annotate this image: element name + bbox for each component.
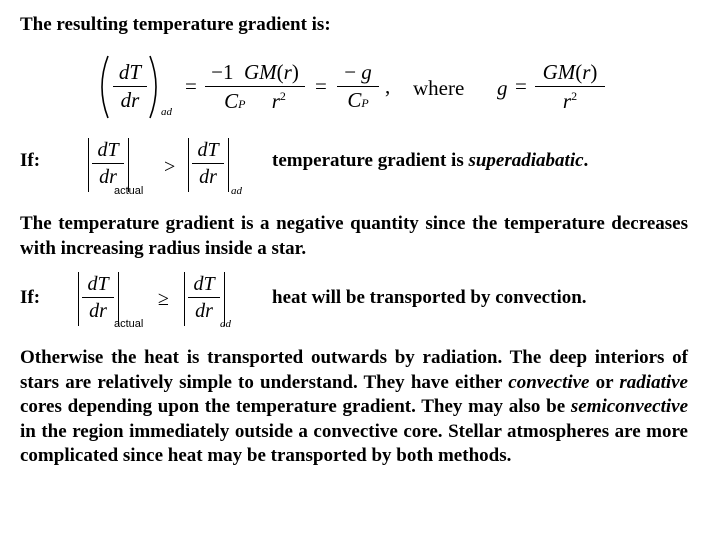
intro-text: The resulting temperature gradient is: [20,14,331,35]
cond2-fraction-actual: dT dr [82,274,114,321]
equals-sign-3: = [515,74,527,98]
g-variable: g [497,76,508,100]
fraction-4-numerator: GM(r) [542,60,598,84]
lhs-subscript: ad [161,106,172,118]
cond2-text: heat will be transported by convection. [272,287,587,308]
paragraph-stellar-interiors: Otherwise the heat is transported outwards by radiation. The deep interiors of stars are relatively simple to understand. They have either convective or radiative cores depending upon the temperature gradient. They may also be semiconvective in the region immediately outside a convective core. Stellar atmospheres are more complicated since heat may be transported by both methods. [20,347,688,466]
cond1-inequality [84,134,254,196]
equals-sign-1: = [185,74,197,98]
cond1-subscript-actual: actual [114,185,144,197]
fraction-2 [205,62,305,112]
left-paren [95,54,111,120]
where-text: where [413,76,465,100]
paragraph-negative-gradient: The temperature gradient is a negative quantity since the temperature decreases with increasing radius inside a star. [20,213,688,259]
fraction-2-numerator: −1 GM(r) [211,60,299,84]
cond2-operator: ≥ [158,288,169,310]
fraction-3-numerator: − g [344,60,372,84]
cond1-fraction-actual: dT dr [92,140,124,187]
cond2-inequality [74,268,244,330]
cond2-label: If: [20,287,41,308]
lhs-fraction [113,62,147,111]
superadiabatic-term: superadiabatic [468,150,584,171]
fraction-4 [535,62,605,112]
cond1-label: If: [20,150,41,171]
lhs-denominator: dr [120,88,140,112]
fraction-3-denominator: CP [347,88,369,112]
radiative-term: radiative [619,371,688,393]
temperature-gradient-equation [95,52,615,124]
cond2-subscript-ad: ad [220,318,231,330]
fraction-2-denominator: CP $r^2$ [224,89,286,113]
semiconvective-term: semiconvective [570,396,688,417]
cond1-subscript-ad: ad [231,185,242,197]
comma: , [385,74,391,98]
convective-term: convective [508,371,590,393]
lhs-numerator: dT [118,60,142,84]
equals-sign-2: = [315,74,327,98]
cond1-fraction-ad: dT dr [192,140,224,187]
cond2-fraction-ad: dT dr [188,274,220,321]
fraction-4-denominator: $r^2$ [562,89,578,113]
fraction-3 [337,62,379,111]
cond1-text: temperature gradient is superadiabatic. [272,150,589,171]
cond1-operator: > [164,156,176,178]
cond2-subscript-actual: actual [114,318,144,330]
